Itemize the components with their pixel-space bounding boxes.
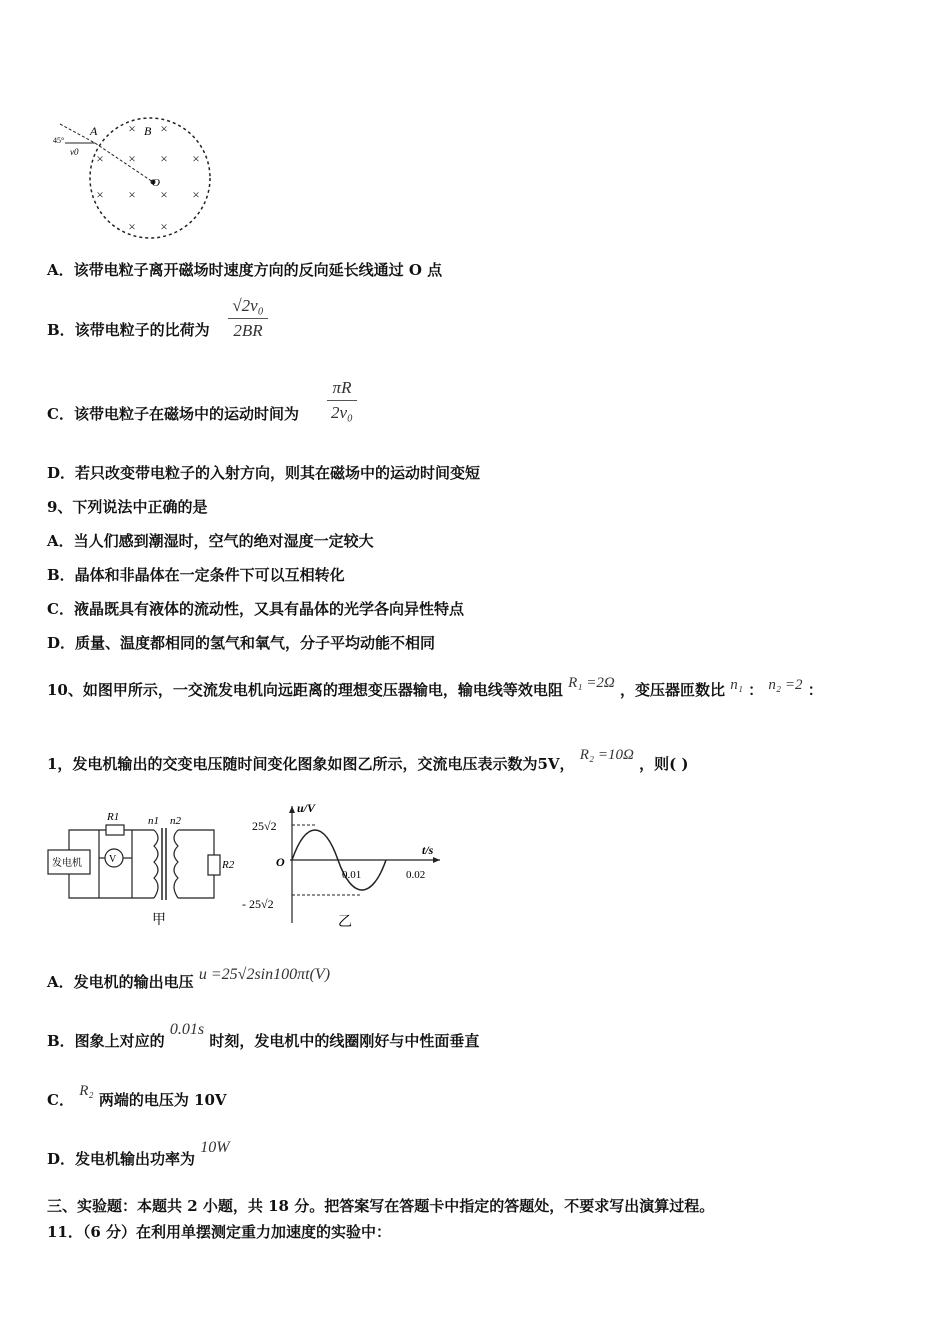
svg-text:×: ×: [128, 121, 136, 136]
q10-stem2: ，变压器匝数比: [619, 681, 725, 699]
svg-text:×: ×: [192, 151, 200, 166]
q10-r2: R₂ =10Ω: [579, 747, 634, 763]
magnetic-field-figure: [50, 110, 220, 245]
q10-c-math: R₂: [79, 1083, 94, 1099]
q9-option-a: A．当人们感到潮湿时，空气的绝对湿度一定较大: [47, 532, 374, 550]
q10-stem3: 1，发电机输出的交变电压随时间变化图象如图乙所示，交流电压表示数为5V，: [47, 755, 575, 773]
label-O: O: [152, 177, 160, 189]
y-max-label: 25√2: [252, 819, 277, 833]
svg-text:×: ×: [128, 187, 136, 202]
q10-b-text: B．图象上对应的: [47, 1032, 165, 1050]
q10-option-a: [47, 966, 331, 993]
q8-c-fraction: [327, 378, 357, 423]
frac-den: 2v₀: [331, 403, 353, 422]
svg-text:×: ×: [160, 219, 168, 234]
q10-n1: n₁: [730, 677, 743, 693]
svg-text:×: ×: [96, 187, 104, 202]
q10-d-text: D．发电机输出功率为: [47, 1150, 196, 1168]
label-B: B: [144, 124, 152, 138]
frac-num: πR: [332, 378, 352, 397]
q10-c-text: C．: [47, 1091, 74, 1109]
svg-text:×: ×: [128, 151, 136, 166]
r1-label: R1: [107, 811, 120, 823]
q10-b-text2: 时刻，发电机中的线圈刚好与中性面垂直: [209, 1032, 480, 1050]
q9-option-d: D．质量、温度都相同的氢气和氧气，分子平均动能不相同: [47, 634, 436, 652]
y-min-label: - 25√2: [242, 897, 274, 911]
q10-r1: R₁ =2Ω: [568, 675, 615, 691]
q10-a-math: u =25√2sin100πt(V): [198, 966, 331, 983]
q10-stem1: 10、如图甲所示，一交流发电机向远距离的理想变压器输电，输电线等效电阻: [47, 681, 563, 699]
q9-option-c: C．液晶既具有液体的流动性，又具有晶体的光学各向异性特点: [47, 600, 464, 618]
label-A: A: [90, 124, 98, 138]
circuit-figure: [44, 800, 244, 930]
q10-option-d: [47, 1139, 230, 1170]
generator-label: 发电机: [52, 858, 82, 869]
svg-text:×: ×: [128, 219, 136, 234]
label-angle: 45°: [53, 136, 65, 145]
q8-option-b: B．该带电粒子的比荷为: [47, 321, 210, 339]
label-v0: v0: [70, 147, 79, 157]
voltage-graph: [240, 798, 450, 933]
tick-0-01: 0.01: [342, 869, 362, 881]
q8-option-a: A．该带电粒子离开磁场时速度方向的反向延长线通过 O 点: [47, 261, 443, 279]
svg-text:×: ×: [96, 151, 104, 166]
q8-option-c: C．该带电粒子在磁场中的运动时间为: [47, 405, 299, 423]
r2-label: R2: [222, 859, 235, 871]
x-axis-label: t/s: [422, 843, 434, 857]
q10-stem-line2: [47, 747, 689, 775]
svg-text:×: ×: [192, 187, 200, 202]
q10-a-text: A．发电机的输出电压: [47, 973, 194, 991]
q10-stem4: ，则( ): [639, 755, 689, 773]
q10-option-c: [47, 1083, 227, 1111]
n2-label: n2: [170, 815, 181, 827]
q10-colon2: ：: [807, 681, 823, 699]
q10-n2: n₂ =2: [768, 677, 803, 693]
q8-b-fraction: [228, 296, 268, 341]
section-3-heading: 三、实验题：本题共 2 小题，共 18 分。把答案写在答题卡中指定的答题处，不要求写出演算过程。: [47, 1197, 715, 1215]
q10-option-b: [47, 1021, 480, 1052]
jia-label: 甲: [152, 913, 166, 928]
q10-c-text2: 两端的电压为 10V: [98, 1091, 227, 1109]
q11-stem: 11．（6 分）在利用单摆测定重力加速度的实验中：: [47, 1223, 392, 1241]
origin-label: O: [276, 855, 285, 869]
frac-num: √2v₀: [232, 296, 264, 315]
voltmeter-label: V: [109, 854, 117, 865]
q9-option-b: B．晶体和非晶体在一定条件下可以互相转化: [47, 566, 345, 584]
y-axis-label: u/V: [297, 801, 316, 815]
q10-colon: ：: [748, 681, 764, 699]
tick-0-02: 0.02: [406, 869, 426, 881]
q9-stem: 9、下列说法中正确的是: [47, 498, 208, 516]
frac-den: 2BR: [233, 321, 263, 340]
q8-option-d: D．若只改变带电粒子的入射方向，则其在磁场中的运动时间变短: [47, 464, 481, 482]
svg-text:×: ×: [160, 151, 168, 166]
n1-label: n1: [148, 815, 159, 827]
q10-d-math: 10W: [200, 1139, 230, 1156]
svg-text:×: ×: [160, 187, 168, 202]
q10-b-math: 0.01s: [169, 1021, 205, 1038]
q10-stem-line1: [47, 675, 823, 701]
svg-text:×: ×: [160, 121, 168, 136]
yi-label: 乙: [338, 915, 352, 930]
